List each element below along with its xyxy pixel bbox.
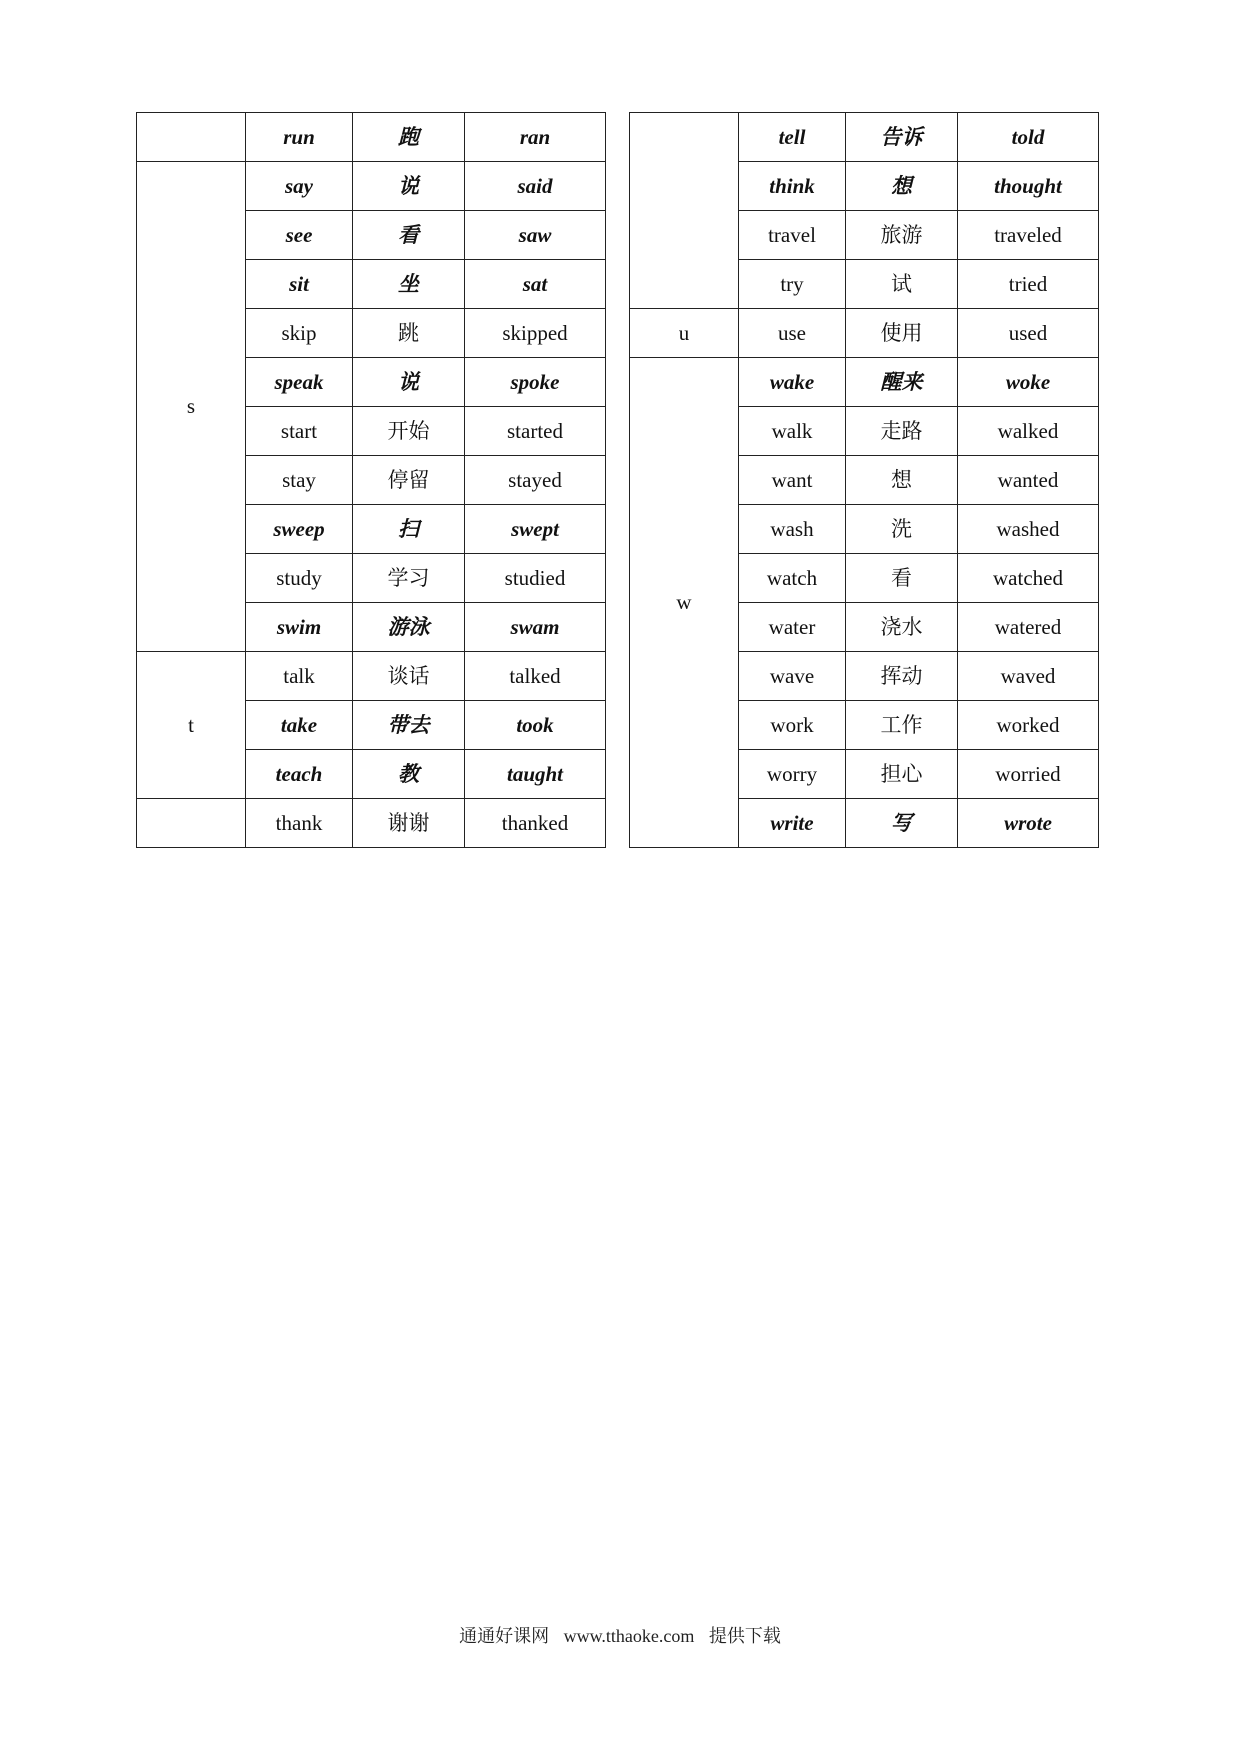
past-tense-cell: talked (465, 652, 606, 701)
past-tense-cell: tried (958, 260, 1099, 309)
english-verb-cell: wake (739, 358, 846, 407)
english-verb-cell: water (739, 603, 846, 652)
past-tense-cell: took (465, 701, 606, 750)
chinese-meaning-cell: 挥动 (846, 652, 958, 701)
past-tense-cell: said (465, 162, 606, 211)
past-tense-cell: watered (958, 603, 1099, 652)
past-tense-cell: watched (958, 554, 1099, 603)
page-footer (0, 1622, 1240, 1648)
chinese-meaning-cell: 游泳 (353, 603, 465, 652)
chinese-meaning-cell: 说 (353, 162, 465, 211)
past-tense-cell: washed (958, 505, 1099, 554)
english-verb-cell: say (246, 162, 353, 211)
past-tense-cell: spoke (465, 358, 606, 407)
past-tense-cell: ran (465, 113, 606, 162)
past-tense-cell: started (465, 407, 606, 456)
initial-letter-cell: s (137, 162, 246, 652)
english-verb-cell: sit (246, 260, 353, 309)
past-tense-cell: used (958, 309, 1099, 358)
chinese-meaning-cell: 写 (846, 799, 958, 848)
english-verb-cell: sweep (246, 505, 353, 554)
past-tense-cell: worked (958, 701, 1099, 750)
chinese-meaning-cell: 看 (846, 554, 958, 603)
english-verb-cell: walk (739, 407, 846, 456)
english-verb-cell: work (739, 701, 846, 750)
english-verb-cell: write (739, 799, 846, 848)
english-verb-cell: swim (246, 603, 353, 652)
chinese-meaning-cell: 担心 (846, 750, 958, 799)
chinese-meaning-cell: 坐 (353, 260, 465, 309)
english-verb-cell: worry (739, 750, 846, 799)
past-tense-cell: taught (465, 750, 606, 799)
verb-table-left (136, 112, 606, 848)
chinese-meaning-cell: 说 (353, 358, 465, 407)
verb-row (630, 113, 1099, 162)
footer-site-name: 通通好课网 (459, 1626, 550, 1646)
past-tense-cell: thought (958, 162, 1099, 211)
english-verb-cell: start (246, 407, 353, 456)
english-verb-cell: wash (739, 505, 846, 554)
past-tense-cell: stayed (465, 456, 606, 505)
chinese-meaning-cell: 跑 (353, 113, 465, 162)
verb-row (137, 113, 606, 162)
english-verb-cell: want (739, 456, 846, 505)
chinese-meaning-cell: 告诉 (846, 113, 958, 162)
past-tense-cell: swept (465, 505, 606, 554)
verb-row (137, 652, 606, 701)
verb-row (137, 162, 606, 211)
initial-letter-cell: u (630, 309, 739, 358)
past-tense-cell: saw (465, 211, 606, 260)
chinese-meaning-cell: 谢谢 (353, 799, 465, 848)
past-tense-cell: studied (465, 554, 606, 603)
past-tense-cell: waved (958, 652, 1099, 701)
english-verb-cell: study (246, 554, 353, 603)
english-verb-cell: see (246, 211, 353, 260)
past-tense-cell: skipped (465, 309, 606, 358)
english-verb-cell: speak (246, 358, 353, 407)
footer-url: www.tthaoke.com (563, 1626, 695, 1646)
footer-suffix: 提供下载 (708, 1626, 781, 1646)
verb-table-right (629, 112, 1099, 848)
verb-row (137, 799, 606, 848)
chinese-meaning-cell: 带去 (353, 701, 465, 750)
initial-letter-cell (630, 113, 739, 309)
english-verb-cell: think (739, 162, 846, 211)
verb-row (630, 358, 1099, 407)
past-tense-cell: sat (465, 260, 606, 309)
english-verb-cell: tell (739, 113, 846, 162)
english-verb-cell: watch (739, 554, 846, 603)
english-verb-cell: talk (246, 652, 353, 701)
initial-letter-cell: t (137, 652, 246, 799)
english-verb-cell: skip (246, 309, 353, 358)
english-verb-cell: take (246, 701, 353, 750)
past-tense-cell: wrote (958, 799, 1099, 848)
verb-row (630, 309, 1099, 358)
english-verb-cell: travel (739, 211, 846, 260)
past-tense-cell: told (958, 113, 1099, 162)
chinese-meaning-cell: 扫 (353, 505, 465, 554)
chinese-meaning-cell: 试 (846, 260, 958, 309)
chinese-meaning-cell: 使用 (846, 309, 958, 358)
past-tense-cell: wanted (958, 456, 1099, 505)
chinese-meaning-cell: 醒来 (846, 358, 958, 407)
chinese-meaning-cell: 走路 (846, 407, 958, 456)
english-verb-cell: try (739, 260, 846, 309)
english-verb-cell: thank (246, 799, 353, 848)
chinese-meaning-cell: 谈话 (353, 652, 465, 701)
chinese-meaning-cell: 浇水 (846, 603, 958, 652)
chinese-meaning-cell: 跳 (353, 309, 465, 358)
chinese-meaning-cell: 想 (846, 456, 958, 505)
english-verb-cell: run (246, 113, 353, 162)
chinese-meaning-cell: 开始 (353, 407, 465, 456)
english-verb-cell: wave (739, 652, 846, 701)
initial-letter-cell (137, 113, 246, 162)
past-tense-cell: traveled (958, 211, 1099, 260)
past-tense-cell: walked (958, 407, 1099, 456)
english-verb-cell: use (739, 309, 846, 358)
initial-letter-cell (137, 799, 246, 848)
past-tense-cell: swam (465, 603, 606, 652)
past-tense-cell: thanked (465, 799, 606, 848)
chinese-meaning-cell: 学习 (353, 554, 465, 603)
chinese-meaning-cell: 看 (353, 211, 465, 260)
english-verb-cell: stay (246, 456, 353, 505)
past-tense-cell: worried (958, 750, 1099, 799)
chinese-meaning-cell: 停留 (353, 456, 465, 505)
chinese-meaning-cell: 工作 (846, 701, 958, 750)
chinese-meaning-cell: 洗 (846, 505, 958, 554)
initial-letter-cell: w (630, 358, 739, 848)
past-tense-cell: woke (958, 358, 1099, 407)
chinese-meaning-cell: 想 (846, 162, 958, 211)
chinese-meaning-cell: 教 (353, 750, 465, 799)
english-verb-cell: teach (246, 750, 353, 799)
chinese-meaning-cell: 旅游 (846, 211, 958, 260)
